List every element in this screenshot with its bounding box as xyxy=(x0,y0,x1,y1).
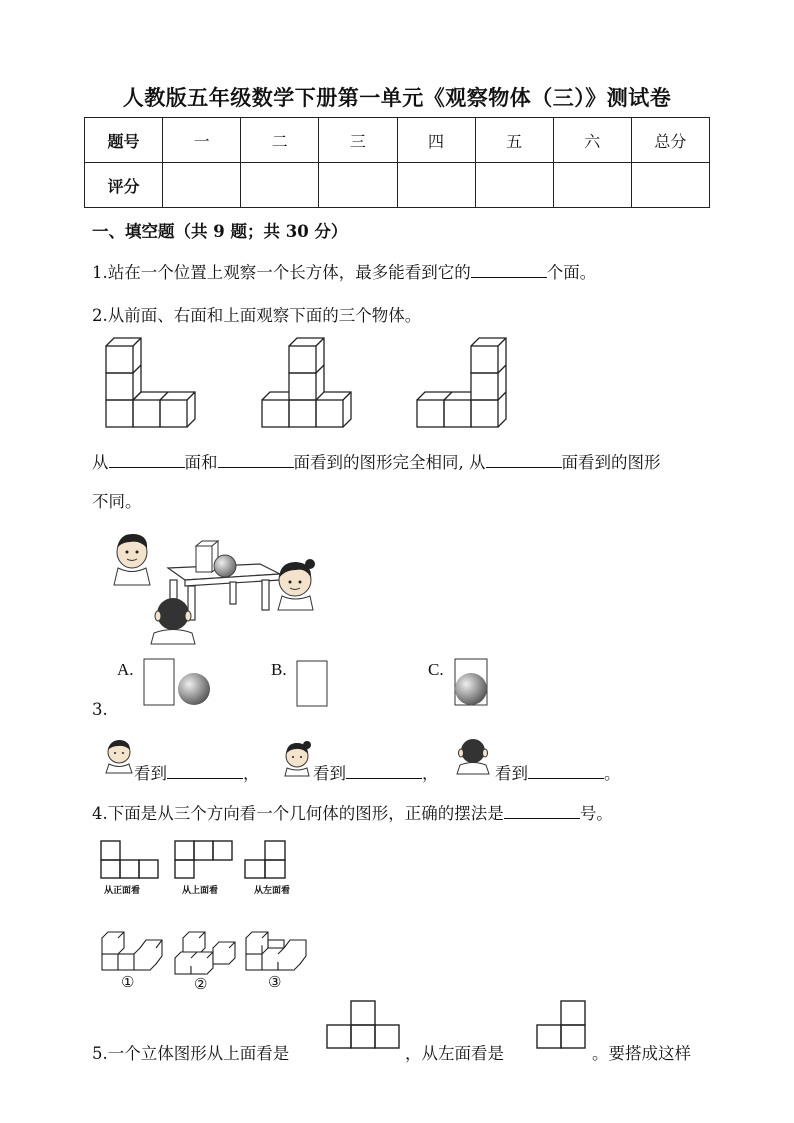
boy-avatar-icon xyxy=(104,738,134,774)
score-cell[interactable] xyxy=(319,163,397,208)
front-view-figure xyxy=(100,840,160,880)
score-cell[interactable] xyxy=(631,163,709,208)
page-title: 人教版五年级数学下册第一单元《观察物体（三）》测试卷 xyxy=(122,85,672,110)
question-text: 。 xyxy=(604,764,621,783)
question-4 xyxy=(92,800,613,824)
question-3-number: 3. xyxy=(92,700,108,719)
question-text: 面看到的图形 xyxy=(561,453,661,472)
option-a-figure[interactable] xyxy=(143,658,213,706)
question-text: 4.下面是从三个方向看一个几何体的图形，正确的摆法是 xyxy=(92,804,504,823)
q5-top-view-figure xyxy=(326,1000,402,1050)
view-label: 从左面看 xyxy=(254,886,291,896)
question-text: 看到 xyxy=(134,764,167,783)
choice-3-label: ③ xyxy=(268,973,282,991)
table-cell: 评分 xyxy=(85,163,163,208)
question-2-answer-line-2: 不同。 xyxy=(92,492,142,511)
score-table-header-row xyxy=(85,118,710,163)
question-5-text-1: 5.一个立体图形从上面看是 xyxy=(92,1044,290,1063)
answer-blank[interactable] xyxy=(471,259,547,278)
table-scene-illustration xyxy=(110,530,330,645)
question-3-answer-2 xyxy=(313,760,439,784)
view-label: 从上面看 xyxy=(182,886,219,896)
option-a-label: A. xyxy=(117,660,134,679)
answer-blank[interactable] xyxy=(504,800,580,819)
option-c-label: C. xyxy=(428,660,444,679)
table-cell: 二 xyxy=(241,118,319,163)
option-b-label: B. xyxy=(271,660,287,679)
question-text: 面和 xyxy=(184,453,218,472)
option-b-figure[interactable] xyxy=(296,660,330,708)
table-cell: 一 xyxy=(163,118,241,163)
table-cell: 五 xyxy=(475,118,553,163)
choice-3-figure[interactable] xyxy=(244,930,310,974)
section-heading: 一、填空题（共 9 题；共 30 分） xyxy=(92,222,348,241)
question-5-text-3: 。要搭成这样 xyxy=(592,1044,691,1063)
answer-blank[interactable] xyxy=(109,449,185,468)
question-text: ， xyxy=(422,764,439,783)
view-label: 从正面看 xyxy=(104,886,141,896)
question-2-answer-line xyxy=(92,449,661,473)
question-1 xyxy=(92,259,596,283)
question-text: 从 xyxy=(92,453,109,472)
question-text: 个面。 xyxy=(546,263,597,282)
question-text: 号。 xyxy=(579,804,613,823)
answer-blank[interactable] xyxy=(486,449,562,468)
option-c-figure[interactable] xyxy=(454,658,490,706)
boy-left-icon xyxy=(114,534,150,585)
choice-2-label: ② xyxy=(194,975,208,993)
question-3-answer-3 xyxy=(495,760,621,784)
boy-back-avatar-icon xyxy=(456,738,490,774)
left-view-figure xyxy=(244,840,294,880)
score-cell[interactable] xyxy=(163,163,241,208)
cube-figure-2 xyxy=(259,336,359,428)
question-5-text-2: ，从左面看是 xyxy=(405,1044,504,1063)
question-2: 2.从前面、右面和上面观察下面的三个物体。 xyxy=(92,306,422,325)
table-cell: 题号 xyxy=(85,118,163,163)
question-3-answer-1 xyxy=(134,760,260,784)
score-table-score-row xyxy=(85,163,710,208)
score-cell[interactable] xyxy=(475,163,553,208)
cube-figure-3 xyxy=(416,336,516,428)
top-view-figure xyxy=(174,840,234,880)
answer-blank[interactable] xyxy=(218,449,294,468)
question-text: 1.站在一个位置上观察一个长方体，最多能看到它的 xyxy=(92,263,471,282)
question-text: 面看到的图形完全相同, 从 xyxy=(293,453,486,472)
score-cell[interactable] xyxy=(553,163,631,208)
choice-2-figure[interactable] xyxy=(173,928,239,976)
table-cell: 三 xyxy=(319,118,397,163)
girl-avatar-icon xyxy=(282,740,312,776)
answer-blank[interactable] xyxy=(528,760,604,779)
table-cell: 四 xyxy=(397,118,475,163)
score-cell[interactable] xyxy=(241,163,319,208)
score-table xyxy=(84,117,710,208)
choice-1-figure[interactable] xyxy=(100,930,166,974)
answer-blank[interactable] xyxy=(346,760,422,779)
cube-figure-1 xyxy=(100,336,200,428)
q5-left-view-figure xyxy=(536,1000,588,1050)
question-text: 看到 xyxy=(495,764,528,783)
table-cell: 六 xyxy=(553,118,631,163)
choice-1-label: ① xyxy=(121,973,135,991)
score-cell[interactable] xyxy=(397,163,475,208)
answer-blank[interactable] xyxy=(167,760,243,779)
question-text: 看到 xyxy=(313,764,346,783)
question-text: ， xyxy=(243,764,260,783)
table-cell: 总分 xyxy=(631,118,709,163)
